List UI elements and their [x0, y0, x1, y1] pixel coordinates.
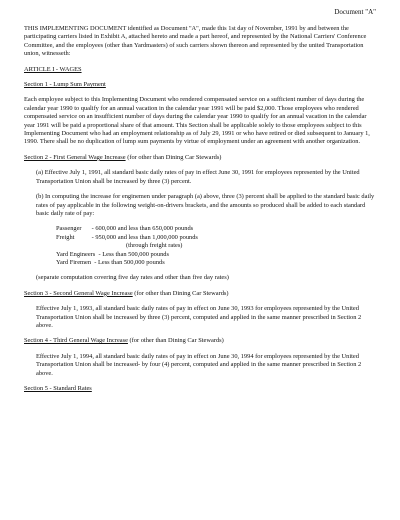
article-title: ARTICLE I - WAGES — [24, 65, 82, 73]
section2-heading — [24, 154, 376, 162]
weight-row-yard-firemen — [56, 259, 376, 267]
section4-title: Section 4 - Third General Wage Increase — [24, 337, 128, 345]
section4-heading — [24, 337, 376, 345]
section1-body: Each employee subject to this Implementing Document who rendered compensated service on a sufficient number of days during the calendar year 1990 to qualify for an annual vacation in the calendar year 1991 will be paid $2,000. Those employees who rendered compensated service on an insufficient number of days during the calendar year 1990 to qualify for an annual vacation in the calendar year 1991 will be paid a proportional share of that amount. This Section shall be applicable solely to those employees subject to this Implementing Document who had an employment relationship as of July 29, 1991 or who have retired or died subsequent to January 1, 1990. There shall be no duplication of lump sum payments by virtue of employment under an agreement with another organization. — [24, 96, 370, 146]
section3-title-suffix: (for other than Dining Car Stewards) — [132, 289, 229, 297]
section2-para-b: (b) In computing the increase for enginemen under paragraph (a) above, three (3) percent shall be applied to the standard basic daily rates of pay applicable in the following weight-on-drivers brackets, and the amounts so produced shall be added to each standard basic daily rate of pay: — [36, 193, 375, 217]
section3-title: Section 3 - Second General Wage Increase — [24, 289, 133, 297]
weight-row-freight-note — [56, 242, 376, 250]
section2-para-a: (a) Effective July 1, 1991, all standard basic daily rates of pay in effect June 30, 1991 for employees represented by the United Transportation Union shall be increased by three (3) percent. — [36, 169, 360, 185]
section2-note: (separate computation covering five day rates and other than five day rates) — [36, 274, 229, 282]
weight-brackets-list — [24, 225, 376, 267]
weight-value: - 950,000 and less than 1,000,000 pounds — [90, 233, 198, 241]
section3-heading — [24, 290, 376, 298]
weight-value: - 600,000 and less than 650,000 pounds — [90, 225, 194, 233]
section2-title: Section 2 - First General Wage Increase — [24, 153, 126, 161]
document-label: Document "A" — [334, 8, 376, 16]
section4-body: Effective July 1, 1994, all standard basic daily rates of pay in effect on June 30, 1994 for employees represented by the United Transportation Union shall be increased- by four (4) percent, computed and applied in the same manner prescribed in Section 2 above. — [36, 352, 362, 377]
weight-value: Yard Engineers - Less than 500,000 pounds — [56, 250, 169, 258]
weight-row-passenger — [56, 225, 376, 233]
weight-row-freight — [56, 234, 376, 242]
intro-paragraph: THIS IMPLEMENTING DOCUMENT identified as Document "A", made this 1st day of November, 1991 by and between the participating carriers listed in Exhibit A, attached hereto and made a part hereof, and represented by the National Carriers' Conference Committee, and the employees (other than Yardmasters) of such carriers shown thereon and represented by the united Transportation union, witnesseth: — [24, 25, 367, 58]
weight-value: Yard Firemen - Less than 500,000 pounds — [56, 258, 165, 266]
section4-title-suffix: (for other than Dining Car Stewards) — [127, 337, 224, 345]
weight-label: Passenger — [56, 225, 82, 233]
section1-title: Section 1 - Lump Sum Payment — [24, 81, 106, 89]
section5-title: Section 5 - Standard Rates — [24, 385, 92, 392]
weight-note: (through freight rates) — [126, 242, 183, 250]
section3-body: Effective July 1, 1993, all standard basic daily rates of pay in effect on June 30, 1993 for employees represented by the United Transportation Union shall be increased by three (3) percent, computed and applied in the same manner prescribed in Section 2 above. — [36, 305, 362, 329]
section2-title-suffix: (for other than Dining Car Stewards) — [125, 153, 222, 161]
weight-label: Freight — [56, 233, 75, 241]
weight-row-yard-engineers — [56, 251, 376, 259]
